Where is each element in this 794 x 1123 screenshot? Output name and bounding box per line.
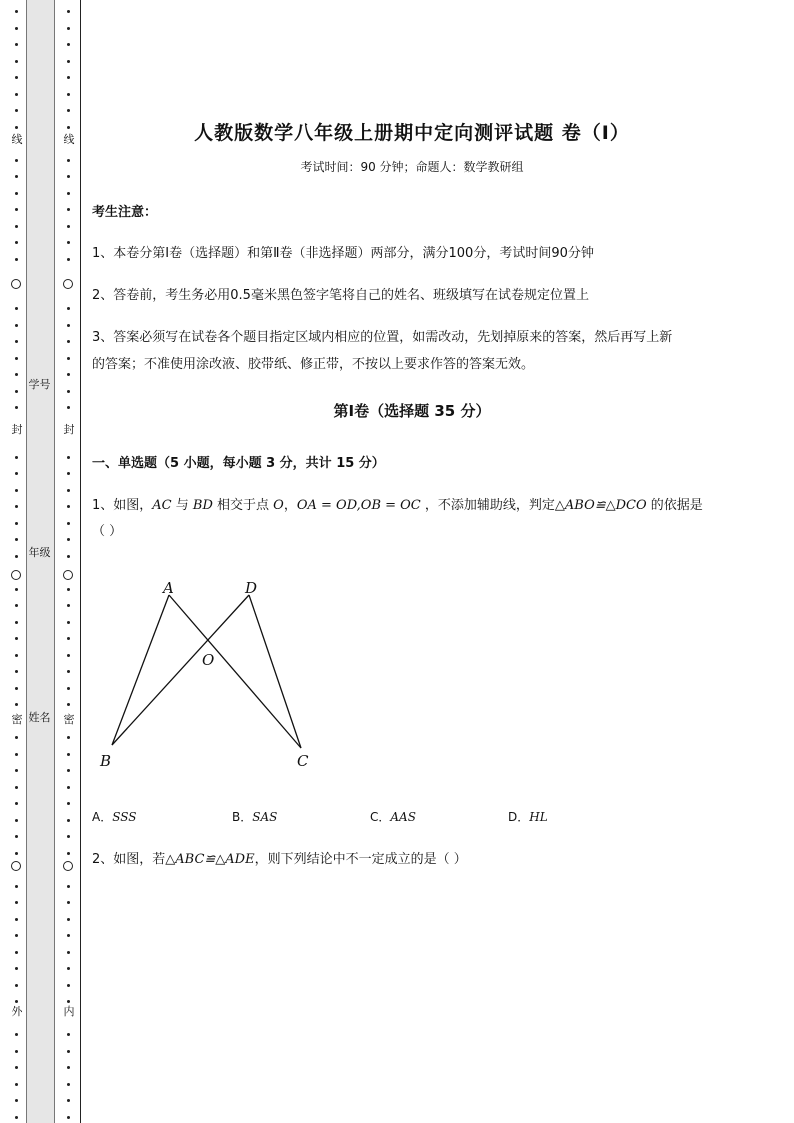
cut-line-dot bbox=[67, 225, 70, 228]
cut-line-dot bbox=[15, 901, 18, 904]
cut-line-dot bbox=[67, 93, 70, 96]
cut-line-dot bbox=[15, 736, 18, 739]
cut-line-dot bbox=[15, 43, 18, 46]
cut-line-dot bbox=[15, 654, 18, 657]
segment-ab bbox=[112, 595, 169, 745]
cut-line-dot bbox=[15, 802, 18, 805]
cut-line-dot bbox=[67, 472, 70, 475]
cut-line-dot bbox=[67, 505, 70, 508]
cut-line-dot bbox=[67, 538, 70, 541]
cut-line-dot bbox=[67, 373, 70, 376]
cut-line-dot bbox=[67, 1066, 70, 1069]
cut-line-dot bbox=[15, 1083, 18, 1086]
cut-line-dot bbox=[67, 489, 70, 492]
cut-line-dot bbox=[15, 984, 18, 987]
cut-line-dot bbox=[67, 753, 70, 756]
cut-line-dot bbox=[67, 802, 70, 805]
binding-margin-strip bbox=[26, 0, 55, 1123]
cut-line-dot bbox=[67, 885, 70, 888]
cut-line-dot bbox=[67, 819, 70, 822]
cut-line-dot bbox=[15, 472, 18, 475]
cut-line-dot bbox=[15, 390, 18, 393]
cut-line-dot bbox=[15, 934, 18, 937]
cut-line-circle bbox=[11, 570, 21, 580]
cut-line-dot bbox=[67, 357, 70, 360]
cut-line-dot bbox=[67, 604, 70, 607]
cut-line-dot bbox=[15, 10, 18, 13]
point-label-b: B bbox=[100, 752, 112, 770]
cut-line-dot bbox=[15, 951, 18, 954]
cut-line-dot bbox=[15, 175, 18, 178]
cut-line-dot bbox=[15, 637, 18, 640]
notice-item-3-line-2: 的答案；不准使用涂改液、胶带纸、修正带，不按以上要求作答的答案无效。 bbox=[92, 357, 535, 372]
cut-line-dot bbox=[15, 621, 18, 624]
cut-line-dot bbox=[15, 76, 18, 79]
segment-ac bbox=[169, 595, 301, 748]
section-title: 第Ⅰ卷（选择题 35 分） bbox=[333, 402, 491, 420]
cut-line-dot bbox=[67, 1000, 70, 1003]
cut-line-char: 密 bbox=[63, 713, 75, 726]
cut-line-dot bbox=[67, 390, 70, 393]
cut-line-dot bbox=[15, 588, 18, 591]
cut-line-dot bbox=[67, 967, 70, 970]
notice-item-2: 2、答卷前，考生务必用0.5毫米黑色签字笔将自己的姓名、班级填写在试卷规定位置上 bbox=[92, 288, 589, 303]
cut-line-dot bbox=[67, 621, 70, 624]
cut-line-dot bbox=[67, 1083, 70, 1086]
cut-line-dot bbox=[67, 670, 70, 673]
cut-line-dot bbox=[67, 951, 70, 954]
cut-line-dot bbox=[15, 258, 18, 261]
cut-line-dot bbox=[15, 192, 18, 195]
question-1-figure bbox=[92, 575, 322, 775]
cut-line-circle bbox=[63, 570, 73, 580]
cut-line-char: 线 bbox=[63, 133, 75, 146]
question-1-stem: 1、如图，AC 与 BD 相交于点 O，OA = OD,OB = OC ，不添加辅助线，判定△ABO≌△DCO 的依据是 bbox=[92, 498, 703, 513]
cut-line-dot bbox=[67, 1033, 70, 1036]
option-c[interactable]: C．AAS bbox=[370, 810, 416, 824]
cut-line-dot bbox=[67, 258, 70, 261]
cut-line-dot bbox=[67, 555, 70, 558]
cut-line-dot bbox=[15, 109, 18, 112]
cut-line-dot bbox=[15, 208, 18, 211]
cut-line-dot bbox=[15, 538, 18, 541]
cut-line-dot bbox=[67, 1050, 70, 1053]
right-dotted-cut-line bbox=[62, 0, 76, 1123]
cut-line-dot bbox=[15, 60, 18, 63]
segment-dc bbox=[249, 595, 301, 748]
cut-line-dot bbox=[15, 786, 18, 789]
cut-line-dot bbox=[15, 522, 18, 525]
cut-line-dot bbox=[67, 109, 70, 112]
cut-line-circle bbox=[63, 279, 73, 289]
cut-line-dot bbox=[67, 406, 70, 409]
cut-line-dot bbox=[15, 307, 18, 310]
cut-line-dot bbox=[15, 1116, 18, 1119]
cut-line-dot bbox=[15, 1066, 18, 1069]
cut-line-dot bbox=[67, 934, 70, 937]
cut-line-dot bbox=[15, 505, 18, 508]
cut-line-dot bbox=[67, 175, 70, 178]
cut-line-dot bbox=[67, 703, 70, 706]
option-d[interactable]: D．HL bbox=[508, 810, 548, 824]
point-label-d: D bbox=[245, 579, 258, 597]
page-title: 人教版数学八年级上册期中定向测评试题 卷（Ⅰ） bbox=[194, 122, 630, 144]
cut-line-dot bbox=[15, 489, 18, 492]
cut-line-dot bbox=[15, 1050, 18, 1053]
notice-heading: 考生注意： bbox=[92, 205, 158, 220]
cut-line-char: 封 bbox=[11, 423, 23, 436]
cut-line-dot bbox=[67, 1116, 70, 1119]
cut-line-dot bbox=[67, 192, 70, 195]
cut-line-dot bbox=[15, 604, 18, 607]
part-heading: 一、单选题（5 小题，每小题 3 分，共计 15 分） bbox=[92, 456, 385, 471]
cut-line-dot bbox=[67, 159, 70, 162]
cut-line-dot bbox=[15, 670, 18, 673]
cut-line-dot bbox=[15, 852, 18, 855]
option-b[interactable]: B．SAS bbox=[232, 810, 278, 824]
cut-line-dot bbox=[15, 241, 18, 244]
cut-line-dot bbox=[67, 307, 70, 310]
segment-db bbox=[112, 595, 249, 745]
cut-line-dot bbox=[67, 687, 70, 690]
student-id-label: 学号 bbox=[28, 378, 51, 391]
cut-line-dot bbox=[67, 786, 70, 789]
cut-line-circle bbox=[63, 861, 73, 871]
cut-line-dot bbox=[67, 835, 70, 838]
cut-line-dot bbox=[15, 769, 18, 772]
cut-line-dot bbox=[15, 340, 18, 343]
cut-line-dot bbox=[15, 126, 18, 129]
cut-line-dot bbox=[15, 1033, 18, 1036]
cut-line-dot bbox=[15, 357, 18, 360]
cut-line-dot bbox=[15, 687, 18, 690]
cut-line-dot bbox=[67, 736, 70, 739]
cut-line-dot bbox=[15, 406, 18, 409]
cut-line-dot bbox=[15, 1000, 18, 1003]
question-2-stem: 2、如图，若△ABC≌△ADE，则下列结论中不一定成立的是（ ） bbox=[92, 852, 467, 867]
cut-line-dot bbox=[15, 555, 18, 558]
point-label-c: C bbox=[297, 752, 309, 770]
option-a[interactable]: A．SSS bbox=[92, 810, 137, 824]
cut-line-dot bbox=[15, 456, 18, 459]
cut-line-dot bbox=[15, 703, 18, 706]
cut-line-dot bbox=[15, 835, 18, 838]
cut-line-dot bbox=[67, 456, 70, 459]
exam-info: 考试时间：90 分钟；命题人：数学教研组 bbox=[300, 160, 524, 174]
cut-line-dot bbox=[67, 852, 70, 855]
cut-line-dot bbox=[15, 819, 18, 822]
cut-line-dot bbox=[67, 76, 70, 79]
cut-line-dot bbox=[15, 885, 18, 888]
cut-line-circle bbox=[11, 279, 21, 289]
cut-line-dot bbox=[15, 27, 18, 30]
notice-item-3-line-1: 3、答案必须写在试卷各个题目指定区域内相应的位置，如需改动，先划掉原来的答案，然后再写上新 bbox=[92, 330, 673, 345]
point-label-a: A bbox=[163, 579, 174, 597]
cut-line-dot bbox=[15, 159, 18, 162]
cut-line-dot bbox=[67, 241, 70, 244]
cut-line-char: 线 bbox=[11, 133, 23, 146]
cut-line-char: 外 bbox=[11, 1005, 23, 1018]
cut-line-dot bbox=[67, 522, 70, 525]
cut-line-dot bbox=[67, 208, 70, 211]
cut-line-dot bbox=[67, 901, 70, 904]
cut-line-dot bbox=[15, 918, 18, 921]
cut-line-char: 密 bbox=[11, 713, 23, 726]
cut-line-dot bbox=[15, 373, 18, 376]
cut-line-dot bbox=[15, 753, 18, 756]
cut-line-dot bbox=[67, 27, 70, 30]
cut-line-dot bbox=[15, 93, 18, 96]
cut-line-dot bbox=[67, 918, 70, 921]
cut-line-dot bbox=[15, 324, 18, 327]
cut-line-dot bbox=[15, 1099, 18, 1102]
cut-line-dot bbox=[67, 1099, 70, 1102]
cut-line-circle bbox=[11, 861, 21, 871]
cut-line-dot bbox=[67, 769, 70, 772]
cut-line-char: 封 bbox=[63, 423, 75, 436]
cut-line-dot bbox=[67, 126, 70, 129]
cut-line-dot bbox=[15, 967, 18, 970]
cut-line-dot bbox=[67, 984, 70, 987]
cut-line-dot bbox=[15, 225, 18, 228]
cut-line-dot bbox=[67, 10, 70, 13]
cut-line-dot bbox=[67, 324, 70, 327]
grade-label: 年级 bbox=[28, 546, 51, 559]
name-label: 姓名 bbox=[28, 711, 51, 724]
cut-line-dot bbox=[67, 654, 70, 657]
cut-line-dot bbox=[67, 60, 70, 63]
binding-margin-rule bbox=[80, 0, 81, 1123]
point-label-o: O bbox=[202, 651, 215, 669]
question-1-answer-blank: （ ） bbox=[92, 524, 123, 539]
cut-line-char: 内 bbox=[63, 1005, 75, 1018]
notice-item-1: 1、本卷分第Ⅰ卷（选择题）和第Ⅱ卷（非选择题）两部分，满分100分，考试时间90分钟 bbox=[92, 246, 594, 261]
cut-line-dot bbox=[67, 340, 70, 343]
cut-line-dot bbox=[67, 43, 70, 46]
left-dotted-cut-line bbox=[10, 0, 24, 1123]
cut-line-dot bbox=[67, 588, 70, 591]
cut-line-dot bbox=[67, 637, 70, 640]
